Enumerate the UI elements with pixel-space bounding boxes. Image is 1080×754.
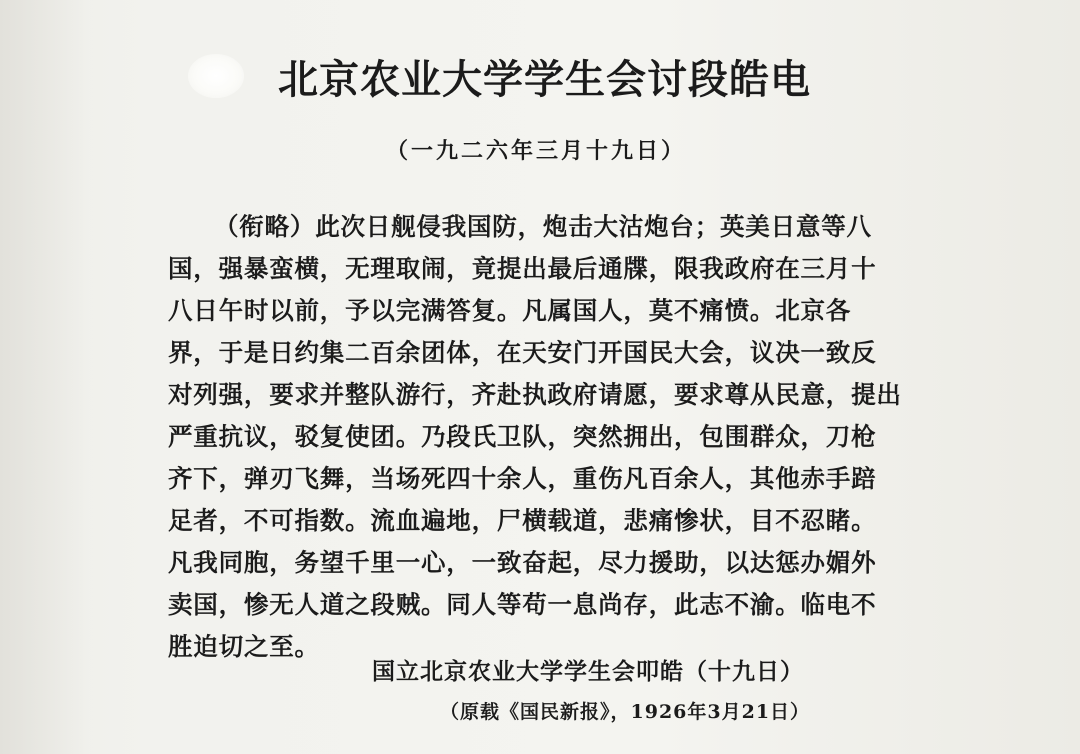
document-source-note: （原载《国民新报》，1926年3月21日）: [440, 701, 811, 723]
body-line: 对列强，要求并整队游行，齐赴执政府请愿，要求尊从民意，提出: [168, 380, 902, 409]
body-line: （衔略）此次日舰侵我国防，炮击大沽炮台；英美日意等八: [214, 212, 872, 241]
document-signature: 国立北京农业大学学生会叩皓（十九日）: [372, 658, 804, 685]
body-line: 国，强暴蛮横，无理取闹，竟提出最后通牒，限我政府在三月十: [168, 254, 877, 283]
document-title: 北京农业大学学生会讨段皓电: [278, 56, 811, 103]
body-line: 卖国，惨无人道之段贼。同人等苟一息尚存，此志不渝。临电不: [168, 590, 877, 619]
body-line: 严重抗议，驳复使团。乃段氏卫队，突然拥出，包围群众，刀枪: [168, 422, 877, 451]
body-line: 胜迫切之至。: [168, 632, 320, 661]
paper-edge-shadow: [0, 0, 90, 754]
body-line: 足者，不可指数。流血遍地，尸横载道，悲痛惨状，目不忍睹。: [168, 506, 877, 535]
body-line: 八日午时以前，予以完满答复。凡属国人，莫不痛愤。北京各: [168, 296, 852, 325]
paper-stain: [188, 54, 244, 98]
body-line: 齐下，弹刃飞舞，当场死四十余人，重伤凡百余人，其他赤手踣: [168, 464, 877, 493]
body-line: 界，于是日约集二百余团体，在天安门开国民大会，议决一致反: [168, 338, 877, 367]
document-date: （一九二六年三月十九日）: [386, 138, 687, 164]
body-line: 凡我同胞，务望千里一心，一致奋起，尽力援助，以达惩办媚外: [168, 548, 877, 577]
